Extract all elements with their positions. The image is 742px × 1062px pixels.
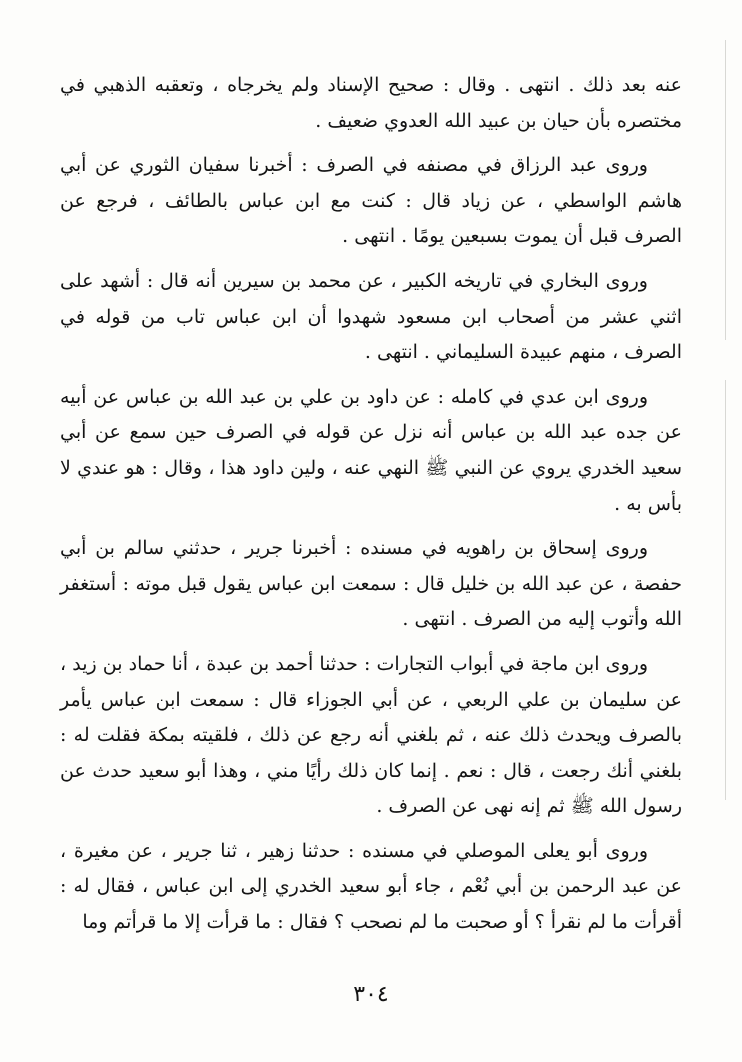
paragraph-3: وروى البخاري في تاريخه الكبير ، عن محمد بن سيرين أنه قال : أشهد على اثني عشر من أصحاب ابن مسعود شهدوا أن ابن عباس تاب من قوله في الصرف ، منهم عبيدة السليماني . انتهى . <box>60 269 682 364</box>
scan-edge-line <box>725 380 726 800</box>
paragraph-5: وروى إسحاق بن راهويه في مسنده : أخبرنا جرير ، حدثني سالم بن أبي حفصة ، عن عبد الله بن خليل قال : سمعت ابن عباس يقول قبل موته : أستغفر الله وأتوب إليه من الصرف . انتهى . <box>60 537 682 631</box>
paragraph-2: وروى عبد الرزاق في مصنفه في الصرف : أخبرنا سفيان الثوري عن أبي هاشم الواسطي ، عن زياد قال : كنت مع ابن عباس بالطائف ، فرجع عن الصرف قبل أن يموت بسبعين يومًا . انتهى . <box>60 154 682 248</box>
paragraph-4: وروى ابن عدي في كامله : عن داود بن علي بن عبد الله بن عباس عن أبيه عن جده عبد الله بن عباس أنه نزل عن قوله في الصرف حين سمع عن أبي سعيد الخدري يروي عن النبي ﷺ النهي عنه ، ولين داود هذا ، وقال : هو عندي لا بأس به . <box>60 385 682 515</box>
paragraph-7: وروى أبو يعلى الموصلي في مسنده : حدثنا زهير ، ثنا جرير ، عن مغيرة ، عن عبد الرحمن بن أبي نُعْم ، جاء أبو سعيد الخدري إلى ابن عباس ، فقال له : أقرأت ما لم نقرأ ؟ أو صحبت ما لم نصحب ؟ فقال : ما قرأت إلا ما قرأتم وما <box>60 839 682 934</box>
paragraph-6: وروى ابن ماجة في أبواب التجارات : حدثنا أحمد بن عبدة ، أنا حماد بن زيد ، عن سليمان بن علي الربعي ، عن أبي الجوزاء قال : سمعت ابن عباس يأمر بالصرف ويحدث ذلك عنه ، ثم بلغني أنه رجع عن ذلك ، فلقيته بمكة فقلت له : بلغني أنك رجعت ، قال : نعم . إنما كان ذلك رأيًا مني ، وهذا أبو سعيد حدث عن رسول الله ﷺ ثم إنه نهى عن الصرف . <box>60 652 682 818</box>
page-number: ٣٠٤ <box>353 982 389 1007</box>
page-body <box>60 68 682 950</box>
paragraph-1: عنه بعد ذلك . انتهى . وقال : صحيح الإسناد ولم يخرجاه ، وتعقبه الذهبي في مختصره بأن حيان بن عبيد الله العدوي ضعيف . <box>60 74 682 132</box>
scan-edge-line <box>725 40 726 340</box>
